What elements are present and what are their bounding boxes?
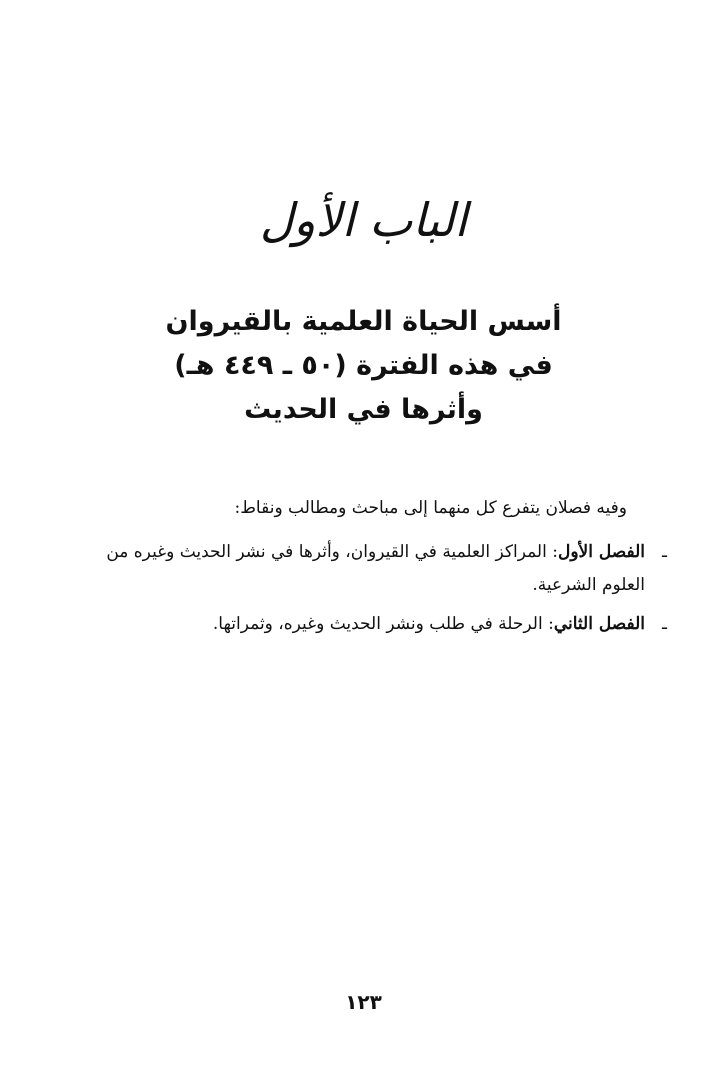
subtitle-line-2: في هذه الفترة (٥٠ ـ ٤٤٩ هـ) bbox=[174, 350, 553, 381]
chapter-dash: ـ bbox=[662, 614, 667, 634]
subtitle-line-3: وأثرها في الحديث bbox=[244, 394, 483, 425]
chapter-text: : المراكز العلمية في القيروان، وأثرها في نشر الحديث وغيره من العلوم الشرعية. bbox=[106, 542, 645, 595]
chapter-item-2 bbox=[76, 608, 667, 641]
chapter-label: الفصل الثاني bbox=[553, 614, 645, 634]
chapter-dash: ـ bbox=[662, 542, 667, 562]
subtitle-line-1: أسس الحياة العلمية بالقيروان bbox=[165, 306, 562, 337]
chapter-label: الفصل الأول bbox=[557, 542, 645, 562]
part-title: الباب الأول bbox=[259, 193, 468, 247]
chapter-item-1 bbox=[76, 536, 667, 602]
chapter-text: : الرحلة في طلب ونشر الحديث وغيره، وثمراتها. bbox=[212, 614, 554, 634]
page-number: ١٢٣ bbox=[345, 990, 382, 1014]
chapter-list bbox=[76, 536, 667, 647]
part-subtitle bbox=[130, 300, 597, 432]
intro-paragraph: وفيه فصلان يتفرع كل منهما إلى مباحث ومطالب ونقاط: bbox=[234, 498, 627, 518]
